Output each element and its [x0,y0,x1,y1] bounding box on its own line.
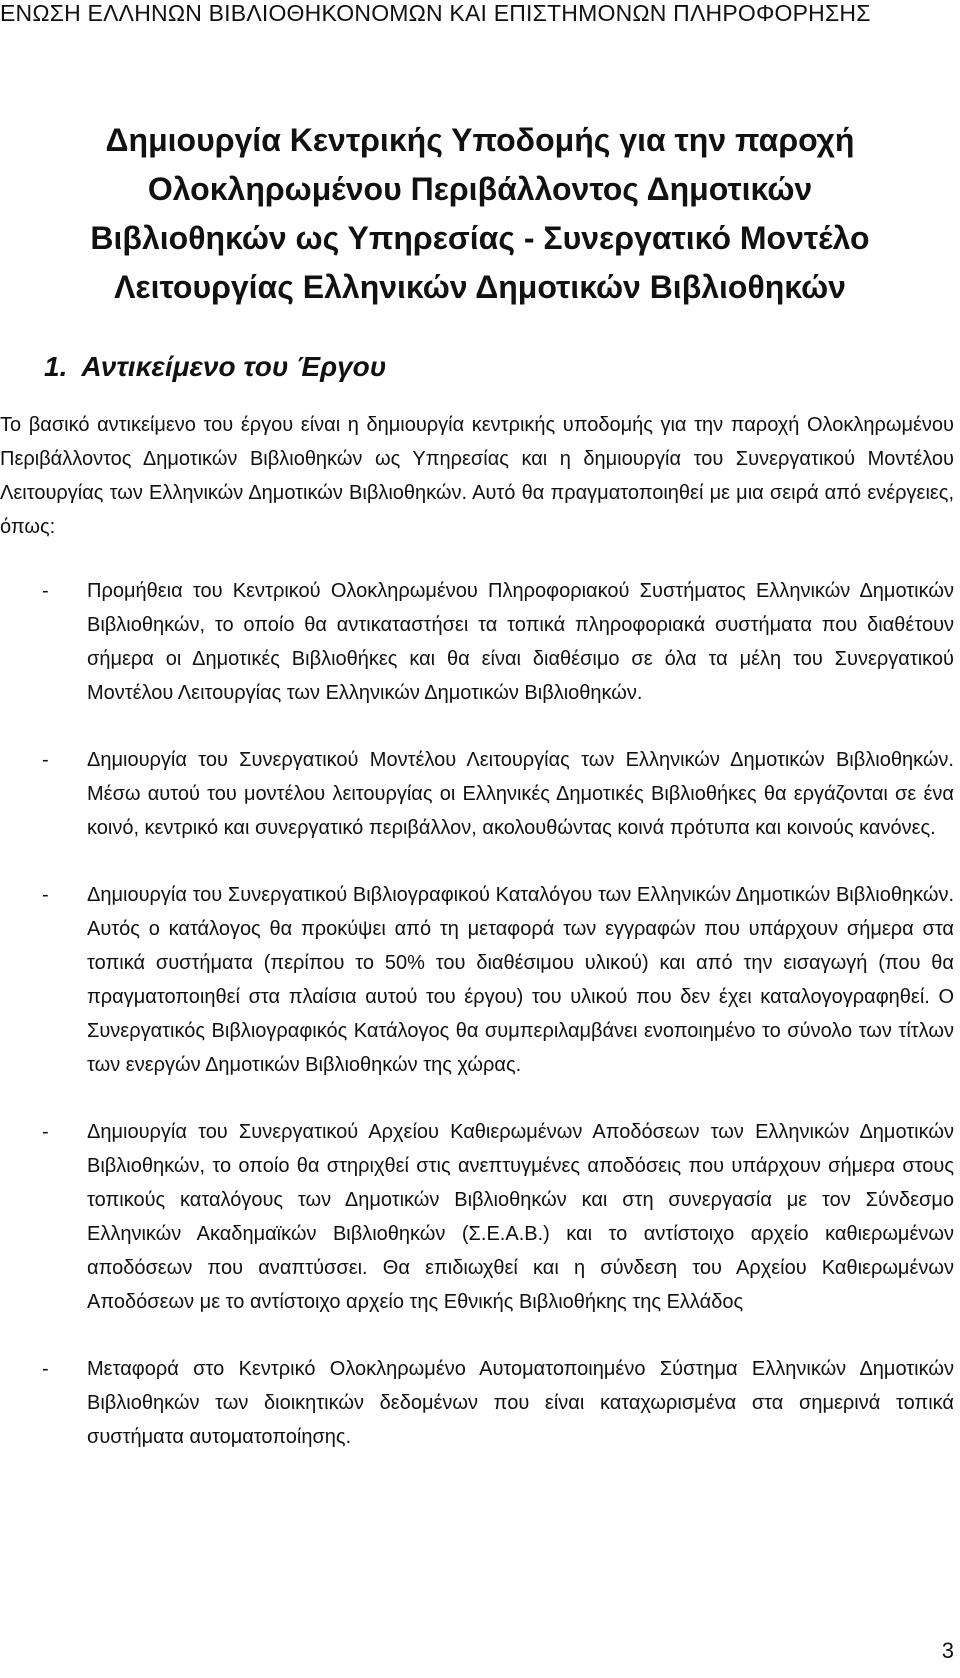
bullet-dash: - [42,1358,49,1380]
bullet-dash: - [42,580,49,602]
list-item [0,1115,954,1319]
intro-paragraph: Το βασικό αντικείμενο του έργου είναι η δημιουργία κεντρικής υποδομής για την παροχή Ολοκληρωμένου Περιβάλλοντος Δημοτικών Βιβλιοθηκών ως Υπηρεσίας και η δημιουργία του Συνεργατικού Μοντέλου Λειτουργίας των Ελληνικών Δημοτικών Βιβλιοθηκών. Αυτό θα πραγματοποιηθεί με μια σειρά από ενέργειες, όπως: [0,414,954,538]
organization-header: ΕΝΩΣΗ ΕΛΛΗΝΩΝ ΒΙΒΛΙΟΘΗΚΟΝΟΜΩΝ ΚΑΙ ΕΠΙΣΤΗΜΟΝΩΝ ΠΛΗΡΟΦΟΡΗΣΗΣ [0,0,871,26]
page-number: 3 [941,1638,954,1663]
section-number: 1. [44,351,68,382]
list-item [0,1352,954,1454]
section-heading-text: Αντικείμενο του Έργου [81,351,387,382]
list-item [0,743,954,845]
list-item-text: Δημιουργία του Συνεργατικού Μοντέλου Λειτουργίας των Ελληνικών Δημοτικών Βιβλιοθηκών. Μέσω αυτού του μοντέλου λειτουργίας οι Ελληνικές Δημοτικές Βιβλιοθήκες θα εργάζονται σε ένα κοινό, κεντρικό και συνεργατικό περιβάλλον, ακολουθώντας κοινά πρότυπα και κοινούς κανόνες. [87,749,954,839]
document-title: Δημιουργία Κεντρικής Υποδομής για την παροχή Ολοκληρωμένου Περιβάλλοντος Δημοτικών Βιβλιοθηκών ως Υπηρεσίας - Συνεργατικό Μοντέλο Λειτουργίας Ελληνικών Δημοτικών Βιβλιοθηκών [90,122,870,305]
list-item-text: Προμήθεια του Κεντρικού Ολοκληρωμένου Πληροφοριακού Συστήματος Ελληνικών Δημοτικών Βιβλιοθηκών, το οποίο θα αντικαταστήσει τα τοπικά πληροφοριακά συστήματα που διαθέτουν σήμερα οι Δημοτικές Βιβλιοθήκες και θα είναι διαθέσιμο σε όλα τα μέλη του Συνεργατικού Μοντέλου Λειτουργίας των Ελληνικών Δημοτικών Βιβλιοθηκών. [87,580,954,704]
bullet-dash: - [42,1121,49,1143]
actions-list [0,574,954,1487]
list-item-text: Δημιουργία του Συνεργατικού Αρχείου Καθιερωμένων Αποδόσεων των Ελληνικών Δημοτικών Βιβλιοθηκών, το οποίο θα στηριχθεί στις ανεπτυγμένες αποδόσεις που υπάρχουν σήμερα στους τοπικούς καταλόγους των Δημοτικών Βιβλιοθηκών και στη συνεργασία με τον Σύνδεσμο Ελληνικών Ακαδημαϊκών Βιβλιοθηκών (Σ.Ε.Α.Β.) και το αντίστοιχο αρχείο καθιερωμένων αποδόσεων που αναπτύσσει. Θα επιδιωχθεί και η σύνδεση του Αρχείου Καθιερωμένων Αποδόσεων με το αντίστοιχο αρχείο της Εθνικής Βιβλιοθήκης της Ελλάδος [87,1121,954,1313]
bullet-dash: - [42,749,49,771]
section-heading [44,350,386,384]
list-item-text: Μεταφορά στο Κεντρικό Ολοκληρωμένο Αυτοματοποιημένο Σύστημα Ελληνικών Δημοτικών Βιβλιοθηκών των διοικητικών δεδομένων που είναι καταχωρισμένα στα σημερινά τοπικά συστήματα αυτοματοποίησης. [87,1358,954,1448]
list-item [0,878,954,1082]
list-item-text: Δημιουργία του Συνεργατικού Βιβλιογραφικού Καταλόγου των Ελληνικών Δημοτικών Βιβλιοθηκών. Αυτός ο κατάλογος θα προκύψει από τη μεταφορά των εγγραφών που υπάρχουν σήμερα στα τοπικά συστήματα (περίπου το 50% του διαθέσιμου υλικού) και από την εισαγωγή (που θα πραγματοποιηθεί στα πλαίσια αυτού του έργου) του υλικού που δεν έχει καταλογογραφηθεί. Ο Συνεργατικός Βιβλιογραφικός Κατάλογος θα συμπεριλαμβάνει ενοποιημένο το σύνολο των τίτλων των ενεργών Δημοτικών Βιβλιοθηκών της χώρας. [87,884,954,1076]
list-item [0,574,954,710]
bullet-dash: - [42,884,49,906]
